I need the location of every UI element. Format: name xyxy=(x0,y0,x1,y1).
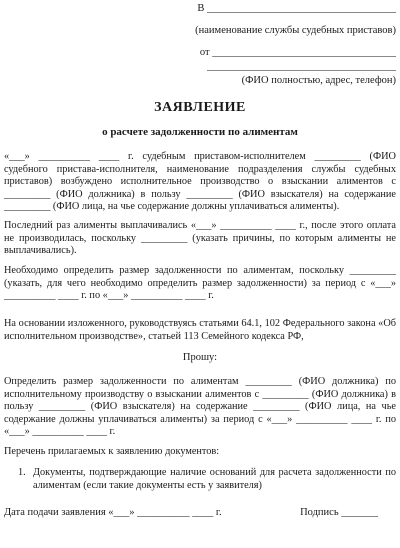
paragraph-purpose: Необходимо определить размер задолженности по алиментам, поскольку _________ (указать, для чего необходимо определить размер задолженности) за период с «___» __________ ____ г. по «___» __________ ____ г. xyxy=(4,265,396,302)
attachment-number: 1. xyxy=(18,467,26,478)
sender-line: от ___________________________________ xyxy=(199,47,396,58)
submission-date: Дата подачи заявления «___» __________ ____ г. xyxy=(4,507,222,518)
sender-caption: (ФИО полностью, адрес, телефон) xyxy=(241,75,396,86)
attachments-heading: Перечень прилагаемых к заявлению документов: xyxy=(4,446,220,457)
recipient-caption: (наименование службы судебных приставов) xyxy=(195,25,396,36)
document-subtitle: о расчете задолженности по алиментам xyxy=(102,126,298,138)
request-heading: Прошу: xyxy=(182,352,218,363)
paragraph-request: Определить размер задолженности по алиментам _________ (ФИО должника) по исполнительному производству о взыскании алиментов с _________ (ФИО должника) в пользу _________ (ФИО взыскателя) на содержание _________ (ФИО лица, на чье содержание должны уплачиваться алименты) за период с «___» __________ ____ г. по «___» __________ ____ г. xyxy=(4,376,396,438)
recipient-line: В ____________________________________ xyxy=(197,3,396,14)
attachment-item: Документы, подтверждающие наличие оснований для расчета задолженности по алиментам (если такие документы есть у заявителя) xyxy=(33,467,396,491)
document-title: ЗАЯВЛЕНИЕ xyxy=(154,100,246,115)
paragraph-last-payment: Последний раз алименты выплачивались «___» __________ ____ г., после этого оплата не производилась, поскольку _________ (указать причины, по которым алименты не выплачивались). xyxy=(4,220,396,257)
paragraph-case-initiated: «___» __________ ____ г. судебным приставом-исполнителем _________ (ФИО судебного пристава-исполнителя, наименование подразделения службы судебных приставов) возбуждено исполнительное производство о взыскании алиментов с _________ (ФИО должника) в пользу _________ (ФИО взыскателя) на содержание _________ (ФИО лица, на чье содержание должны уплачиваться алименты). xyxy=(4,151,396,213)
sender-blank-line: ____________________________________ xyxy=(207,61,396,72)
paragraph-legal-basis: На основании изложенного, руководствуясь статьями 64.1, 102 Федерального закона «Об исполнительном производстве», статьей 113 Семейного кодекса РФ, xyxy=(4,318,396,342)
signature-field: Подпись _______ xyxy=(300,507,378,518)
